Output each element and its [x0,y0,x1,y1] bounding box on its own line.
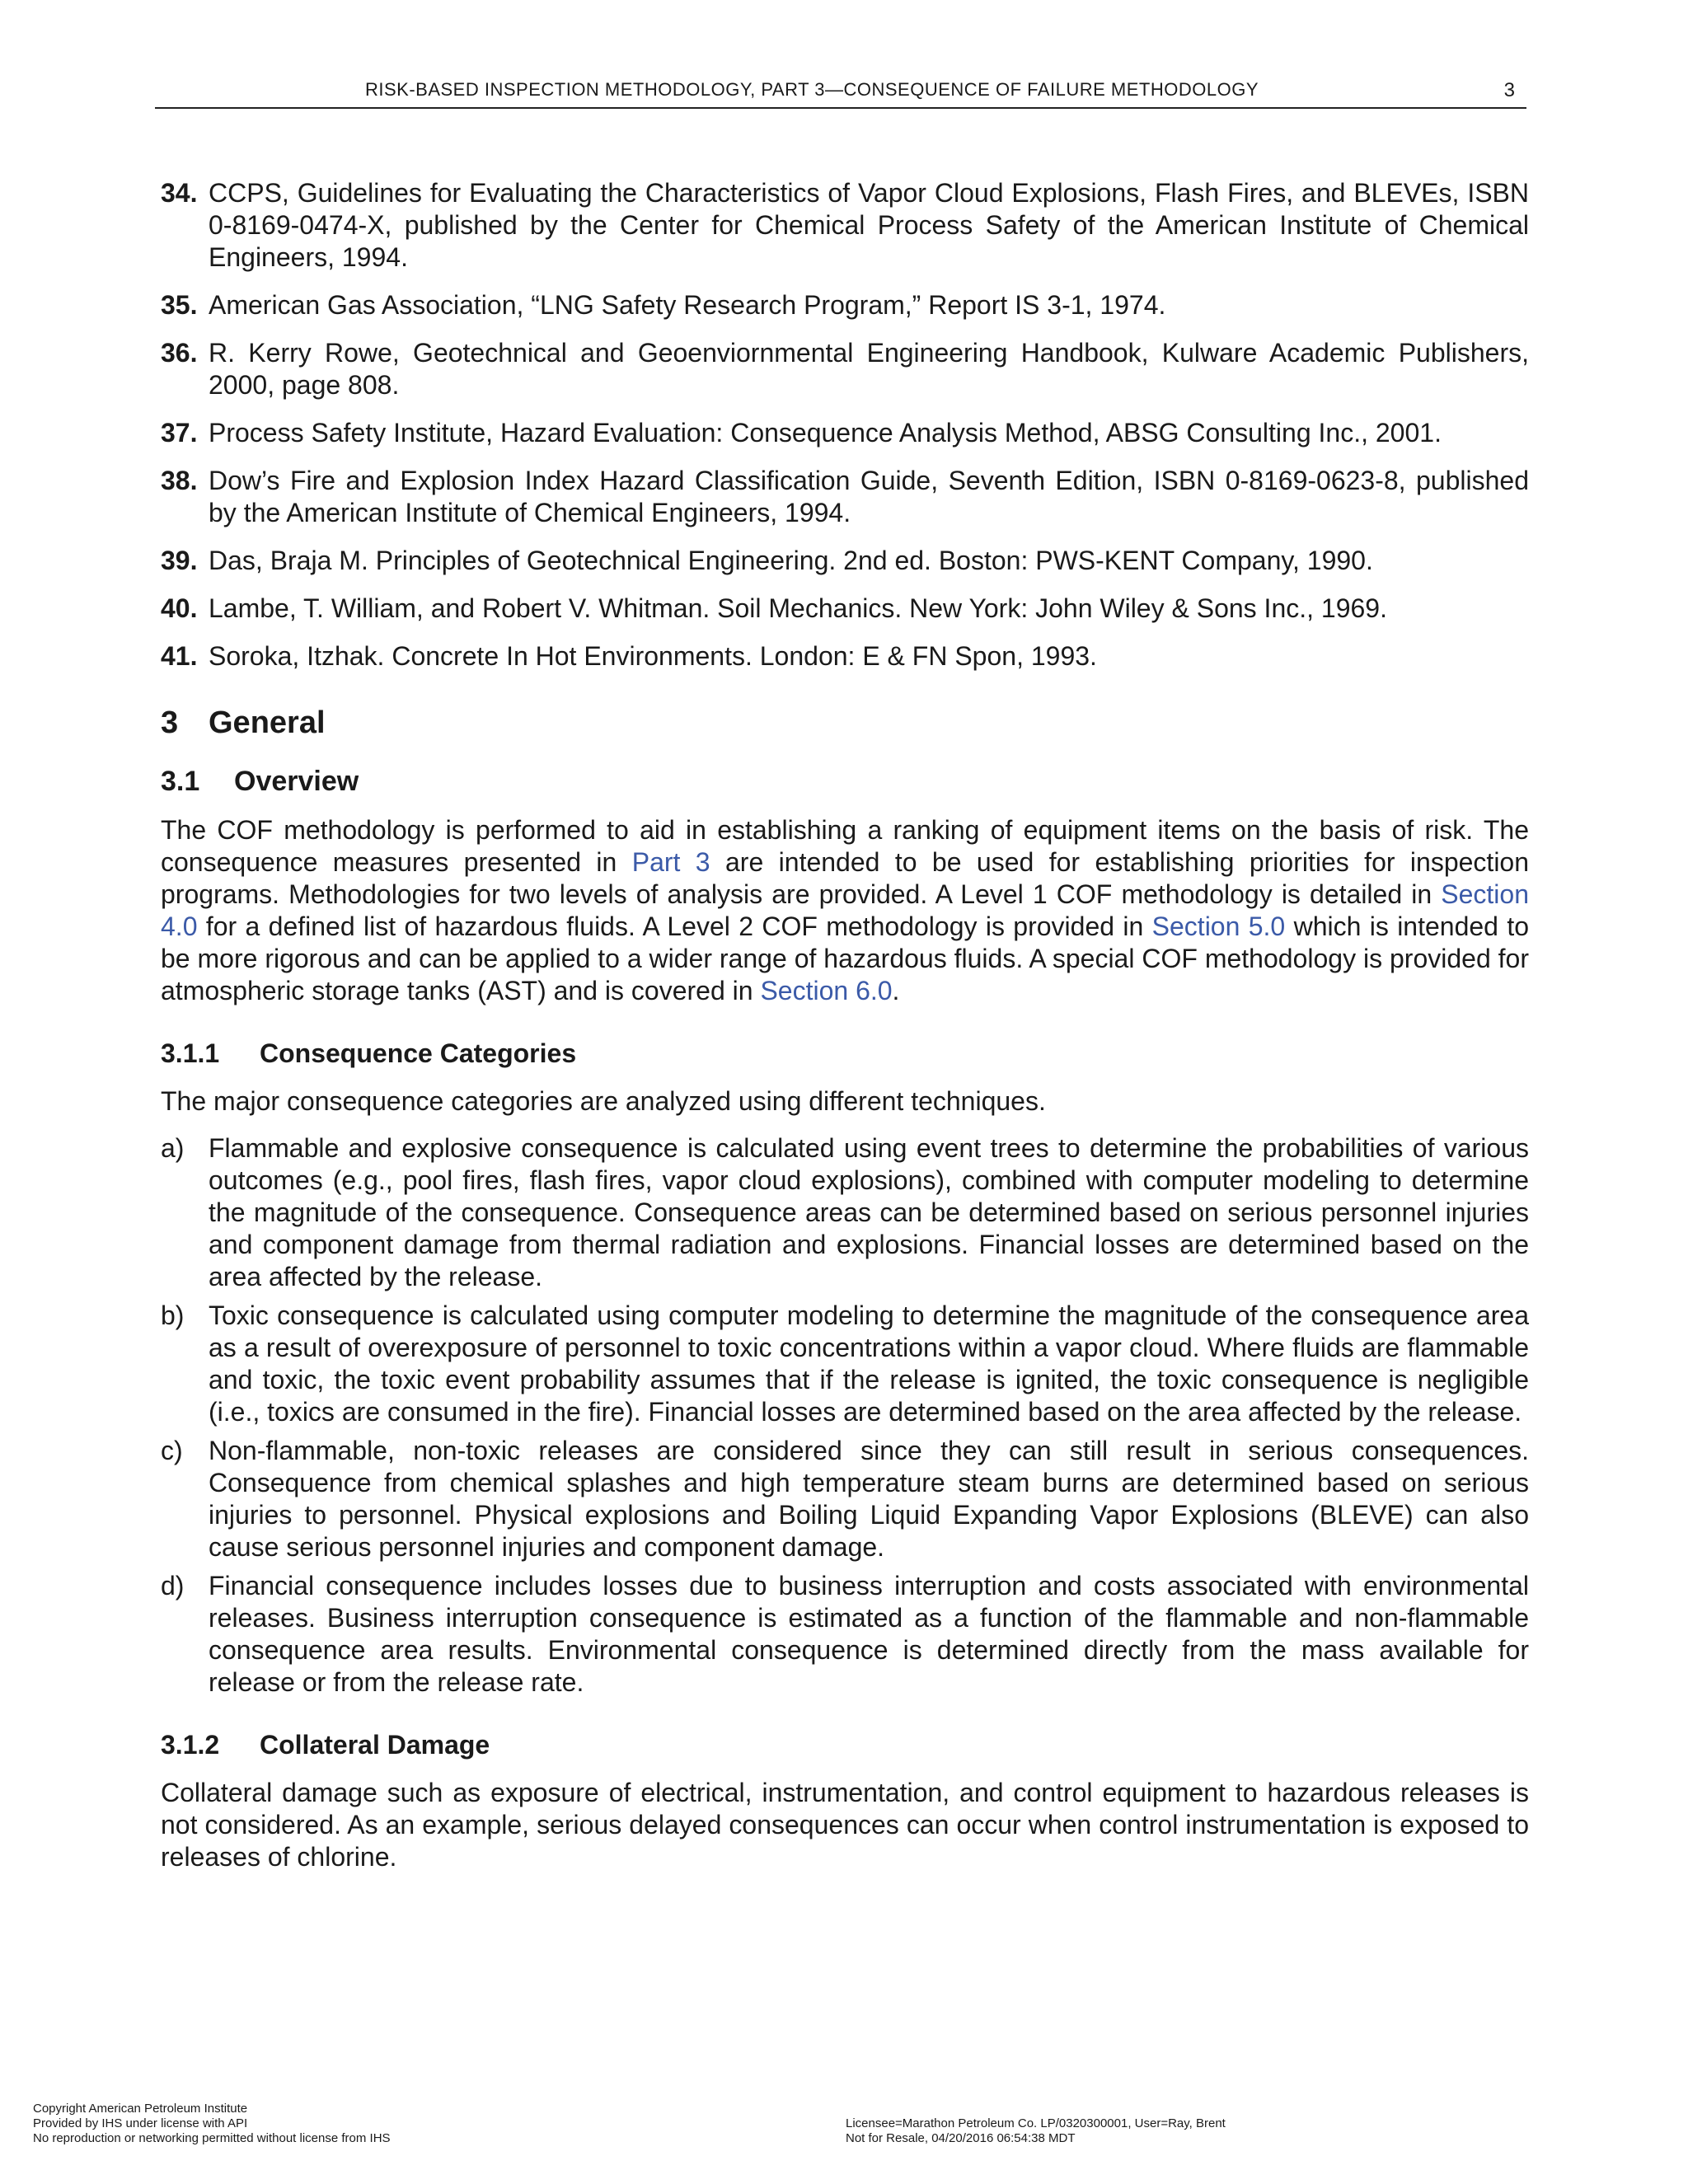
footer-line: Not for Resale, 04/20/2016 06:54:38 MDT [846,2131,1076,2145]
section-3-heading [161,705,1529,741]
reference-item [161,545,1529,577]
reference-number: 34. [161,178,198,208]
section-number: 3.1.2 [161,1730,220,1760]
reference-text: R. Kerry Rowe, Geotechnical and Geoenviornmental Engineering Handbook, Kulware Academic Publishers, 2000, page 808. [209,338,1529,400]
footer-line: No reproduction or networking permitted without license from IHS [33,2131,391,2145]
reference-list [161,177,1529,673]
reference-text: CCPS, Guidelines for Evaluating the Characteristics of Vapor Cloud Explosions, Flash Fires, and BLEVEs, ISBN 0-8169-0474-X, published by the Center for Chemical Process Safety of the American Institute of Chemical Engineers, 1994. [209,178,1529,272]
section-6-link[interactable]: Section 6.0 [760,976,893,1005]
overview-text: which is intended to be more rigorous and can be applied to a wider range of hazardous fluids. A special COF methodology is provided for atmospheric storage tanks (AST) and is covered in [161,912,1530,1005]
reference-number: 41. [161,641,198,671]
section-number: 3 [161,705,179,740]
list-label: c) [161,1436,183,1465]
footer-line: Provided by IHS under license with API [33,2116,248,2130]
section-3-1-2-heading [161,1730,1529,1760]
reference-text: Lambe, T. William, and Robert V. Whitman. Soil Mechanics. New York: John Wiley & Sons Inc., 1969. [209,593,1387,623]
section-title: Consequence Categories [260,1038,577,1068]
collateral-damage-paragraph: Collateral damage such as exposure of electrical, instrumentation, and control equipment to hazardous releases is not considered. As an example, serious delayed consequences can occur when control instrumentation is exposed to releases of chlorine. [161,1778,1529,1872]
reference-text: American Gas Association, “LNG Safety Research Program,” Report IS 3-1, 1974. [209,290,1166,320]
reference-text: Dow’s Fire and Explosion Index Hazard Classification Guide, Seventh Edition, ISBN 0-8169-0623-8, published by the American Institute of Chemical Engineers, 1994. [209,466,1529,527]
list-item [161,1132,1529,1293]
list-item [161,1300,1529,1428]
page-number: 3 [1503,79,1515,101]
footer-license [846,2116,1226,2146]
list-label: d) [161,1571,185,1601]
section-title: Overview [234,766,359,797]
reference-number: 35. [161,290,198,320]
list-item [161,1570,1529,1699]
reference-item [161,289,1529,321]
reference-item [161,337,1529,401]
section-title: Collateral Damage [260,1730,490,1760]
reference-item [161,640,1529,673]
footer-copyright [33,2102,391,2146]
overview-text: for a defined list of hazardous fluids. A Level 2 COF methodology is provided in [197,912,1152,941]
list-text: Non-flammable, non-toxic releases are considered since they can still result in serious consequences. Consequence from chemical splashes and high temperature steam burns are determined based on serious injuries to personnel. Physical explosions and Boiling Liquid Expanding Vapor Explosions (BLEVE) can also cause serious personnel injuries and component damage. [209,1436,1529,1562]
reference-item [161,177,1529,274]
section-3-1-heading [161,766,1529,798]
section-4-link[interactable]: Section 4.0 [161,879,1529,941]
reference-text: Das, Braja M. Principles of Geotechnical Engineering. 2nd ed. Boston: PWS-KENT Company, 1990. [209,546,1373,575]
running-title: RISK-BASED INSPECTION METHODOLOGY, PART 3—CONSEQUENCE OF FAILURE METHODOLOGY [364,79,1259,100]
section-5-link[interactable]: Section 5.0 [1151,912,1286,941]
reference-number: 40. [161,593,198,623]
reference-item [161,465,1529,529]
reference-number: 36. [161,338,198,368]
reference-item [161,593,1529,625]
overview-text: . [892,976,900,1005]
section-title: General [209,705,326,740]
list-label: b) [161,1301,185,1330]
overview-paragraph [161,814,1529,1007]
reference-text: Soroka, Itzhak. Concrete In Hot Environments. London: E & FN Spon, 1993. [209,641,1097,671]
consequence-list [161,1132,1529,1699]
reference-number: 37. [161,418,198,448]
list-label: a) [161,1133,185,1163]
categories-intro: The major consequence categories are analyzed using different techniques. [161,1086,1046,1116]
section-number: 3.1.1 [161,1038,220,1068]
footer-line: Copyright American Petroleum Institute [33,2102,248,2116]
list-item [161,1435,1529,1563]
section-3-1-1-heading [161,1038,1529,1069]
page-header [155,79,1526,109]
list-text: Financial consequence includes losses due to business interruption and costs associated with environmental releases. Business interruption consequence is estimated as a function of the flammable and non-flammable consequence area results. Environmental consequence is determined directly from the mass available for release or from the release rate. [209,1571,1529,1697]
overview-text: are intended to be used for establishing priorities for inspection programs. Methodologies for two levels of analysis are provided. A Level 1 COF methodology is detailed in [161,847,1530,909]
reference-text: Process Safety Institute, Hazard Evaluation: Consequence Analysis Method, ABSG Consulting Inc., 2001. [209,418,1442,448]
footer-line: Licensee=Marathon Petroleum Co. LP/0320300001, User=Ray, Brent [846,2116,1226,2130]
list-text: Flammable and explosive consequence is calculated using event trees to determine the probabilities of various outcomes (e.g., pool fires, flash fires, vapor cloud explosions), combined with computer modeling to determine the magnitude of the consequence. Consequence areas can be determined based on serious personnel injuries and component damage from thermal radiation and explosions. Financial losses are determined based on the area affected by the release. [209,1133,1529,1291]
section-number: 3.1 [161,766,200,797]
page-content [161,177,1529,1888]
overview-text: The COF methodology is performed to aid in establishing a ranking of equipment items on the basis of risk. The consequence measures presented in [161,815,1529,877]
reference-number: 39. [161,546,198,575]
part-3-link[interactable]: Part 3 [631,847,710,877]
list-text: Toxic consequence is calculated using computer modeling to determine the magnitude of the consequence area as a result of overexposure of personnel to toxic concentrations within a vapor cloud. Where fluids are flammable and toxic, the toxic event probability assumes that if the release is ignited, the toxic consequence is negligible (i.e., toxics are consumed in the fire). Financial losses are determined based on the area affected by the release. [209,1301,1529,1427]
reference-item [161,417,1529,449]
reference-number: 38. [161,466,198,495]
